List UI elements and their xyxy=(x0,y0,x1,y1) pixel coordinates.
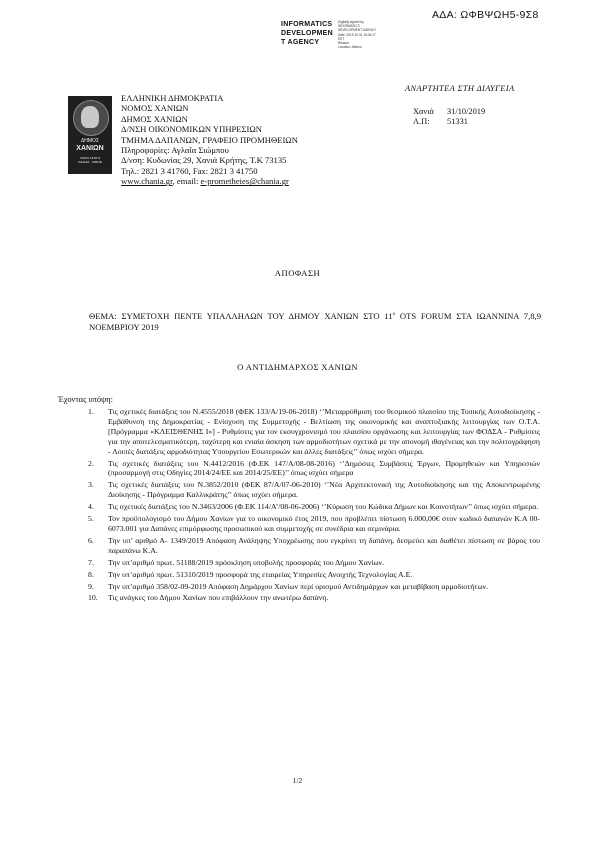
digital-signature-details xyxy=(338,20,376,49)
signature-detail-line: DEVELOPMENT AGENCY xyxy=(338,28,377,33)
subject-text-tail: OTS FORUM ΣΤΑ ΙΩΑΝΝΙΝΑ 7,8,9 ΝΟΕΜΒΡΙΟΥ 2019 xyxy=(89,310,541,332)
list-item-number: 9. xyxy=(88,581,94,591)
list-item xyxy=(88,407,540,457)
deputy-mayor-heading: Ο ΑΝΤΙΔΗΜΑΡΧΟΣ ΧΑΝΙΩΝ xyxy=(237,362,358,372)
issuer-line: ΝΟΜΟΣ ΧΑΝΙΩΝ xyxy=(121,103,189,114)
list-item-number: 7. xyxy=(88,557,94,567)
subject-line xyxy=(89,309,541,333)
having-regard-label: Έχοντας υπόψη: xyxy=(58,395,113,404)
page-number: 1/2 xyxy=(292,776,303,785)
seal-motto-line: ΧΑΝΙΑ ΚΡΗΤΗ xyxy=(80,156,100,160)
email-link[interactable]: e-prometheies@chania.gr xyxy=(200,176,289,187)
list-item-text: Την υπ’αριθμό πρωτ. 51188/2019 πρόσκληση υποβολής προσφοράς του Δήμου Χανίων. xyxy=(108,557,385,567)
document-refs xyxy=(413,107,485,128)
signature-detail-line: Location: Athens xyxy=(338,45,362,50)
issuer-line: ΕΛΛΗΝΙΚΗ ΔΗΜΟΚΡΑΤΙΑ xyxy=(121,93,224,103)
list-item xyxy=(88,459,540,479)
email-label: , email: xyxy=(172,176,201,187)
list-item xyxy=(88,558,540,568)
signature-detail-line: EET xyxy=(338,36,345,41)
list-item-text: Τις σχετικές διατάξεις του Ν.4412/2016 (Φ.ΕΚ 147/Α/08-08-2016) ‘’Δημόσιες Συμβάσεις Έργων, Προμηθειών και Υπηρεσιών (προσαρμογή στις Οδηγίες 2014/24/ΕΕ και 2014/25/ΕΕ)’’ όπως ισχύει σήμερα xyxy=(108,458,540,478)
list-item-number: 2. xyxy=(88,458,94,468)
seal-motto-line: CHANIA · CRETE xyxy=(77,160,102,164)
list-item-text: Τις σχετικές διατάξεις του Ν.3852/2010 (ΦΕΚ 87/Α/07-06-2010) ‘’Νέα Αρχιτεκτονική της Αυτοδιοίκησης και της Αποκεντρωμένης Διοίκησης - Πρόγραμμα Καλλικράτης’’ όπως ισχύει σήμερα. xyxy=(108,480,540,500)
signature-detail-line: Date: 2019.10.31 15:34:27 xyxy=(338,32,376,37)
issuer-block xyxy=(121,93,298,187)
list-item-text: Τις ανάγκες του Δήμου Χανίων που επιβάλλουν την ανωτέρω δαπάνη. xyxy=(108,593,329,603)
protocol-row xyxy=(413,117,485,127)
seal-motto xyxy=(68,156,112,164)
list-item-number: 8. xyxy=(88,569,94,579)
list-item xyxy=(88,582,540,592)
list-item xyxy=(88,570,540,580)
signature-detail-line: Reason: xyxy=(338,41,350,46)
issuer-contact-person: Πληροφορίες: Αγλαΐα Σιώμπου xyxy=(121,145,229,156)
list-item-number: 5. xyxy=(88,514,94,524)
list-item xyxy=(88,480,540,500)
issuer-address: Δ/νση: Κυδωνίας 29, Χανιά Κρήτης, Τ.Κ 73135 xyxy=(121,155,287,166)
ada-code: ΑΔΑ: ΩΦΒΨΩΗ5-9Σ8 xyxy=(432,9,539,21)
signature-detail-line: INFORMATICS xyxy=(338,24,360,29)
seal-figure-icon xyxy=(81,106,99,128)
date-value: 31/10/2019 xyxy=(447,107,486,116)
signature-detail-line: Digitally signed by xyxy=(338,20,364,24)
signature-agency-name xyxy=(281,20,333,47)
signature-agency-line: DEVELOPMEN xyxy=(281,30,334,37)
list-item xyxy=(88,514,540,534)
list-item xyxy=(88,593,540,603)
online-posting-label: ΑΝΑΡΤΗΤΕΑ ΣΤΗ ΔΙΑΥΓΕΙΑ xyxy=(405,84,515,93)
list-item xyxy=(88,536,540,556)
list-item-text: Τις σχετικές διατάξεις του Ν.4555/2018 (ΦΕΚ 133/Α/19-06-2018) ‘’Μεταρρύθμιση του θεσμικού πλαισίου της Τοπικής Αυτοδιοίκησης - Εμβάθυνση της Δημοκρατίας - Ενίσχυση της Συμμετοχής - Βελτίωση της οικονομικής και αναπτυξιακής λειτουργίας των Ο.Τ.Α. [Πρόγραμμα «ΚΛΕΙΣΘΕΝΗΣ Ι»] - Ρυθμίσεις για τον εκσυγχρονισμό του πλαισίου οργάνωσης και λειτουργίας των ΦΟΔΣΑ - Ρυθμίσεις για την αποτελεσματικότερη, ταχύτερη και ενιαία άσκηση των αρμοδιοτήτων σχετικά με την απονομή ιθαγένειας και την πολιτογράφηση - Λοιπές διατάξεις αρμοδιότητας Υπουργείου Εσωτερικών και άλλες διατάξεις’’ όπως ισχύει σήμερα. xyxy=(108,407,540,456)
subject-text: ΘΕΜΑ: ΣΥΜΕΤΟΧΗ ΠΕΝΤΕ ΥΠΑΛΛΗΛΩΝ ΤΟΥ ΔΗΜΟΥ ΧΑΝΙΩΝ ΣΤΟ 11 xyxy=(89,310,393,321)
date-row xyxy=(413,107,485,117)
municipality-seal-icon xyxy=(68,96,112,174)
website-link[interactable]: www.chania.gr xyxy=(121,176,173,187)
list-item-text: Την υπ’αριθμό πρωτ. 51310/2019 προσφορά της εταιρείας Υπηρεσίες Ανοιχτής Τεχνολογίας Α.Ε. xyxy=(108,569,413,579)
list-item-number: 3. xyxy=(88,480,94,490)
signature-agency-line: T AGENCY xyxy=(281,39,320,46)
subject-superscript: ο xyxy=(392,312,396,317)
considerations-list xyxy=(88,407,540,603)
signature-agency-line: INFORMATICS xyxy=(281,21,333,28)
list-item-text: Την υπ’αριθμό 358/02-09-2019 Απόφαση Δημάρχου Χανίων περί ορισμού Αντιδημάρχων και μεταβίβαση αρμοδιοτήτων. xyxy=(108,581,489,591)
list-item-text: Τις σχετικές διατάξεις του Ν.3463/2006 (Φ.ΕΚ 114/Α’/08-06-2006) ‘’Κύρωση του Κώδικα Δήμων και Κοινοτήτων’’ όπως ισχύει σήμερα. xyxy=(108,502,539,512)
date-label: Χανιά xyxy=(413,107,434,116)
issuer-phone: Τηλ.: 2821 3 41760, Fax: 2821 3 41750 xyxy=(121,165,258,176)
issuer-line: ΔΗΜΟΣ ΧΑΝΙΩΝ xyxy=(121,113,188,124)
list-item-number: 6. xyxy=(88,535,94,545)
protocol-value: 51331 xyxy=(447,117,468,127)
list-item-number: 10. xyxy=(88,593,98,603)
list-item xyxy=(88,502,540,512)
seal-top-text: ΔΗΜΟΣ xyxy=(80,138,100,144)
issuer-web-email xyxy=(121,176,298,186)
decision-title: ΑΠΟΦΑΣΗ xyxy=(274,268,321,278)
list-item-text: Την υπ’ αριθμό Α- 1349/2019 Απόφαση Ανάληψης Υποχρέωσης που εγκρίνει τη δαπάνη, δεσμεύει και διαθέτει πίστωση σε βάρος του παραπάνω Κ.Α. xyxy=(108,535,540,555)
protocol-label: Α.Π: xyxy=(413,117,430,127)
list-item-number: 4. xyxy=(88,502,94,512)
seal-name: ΧΑΝΙΩΝ xyxy=(76,145,104,152)
list-item-number: 1. xyxy=(88,407,94,416)
issuer-line: Δ/ΝΣΗ ΟΙΚΟΝΟΜΙΚΩΝ ΥΠΗΡΕΣΙΩΝ xyxy=(121,124,263,135)
issuer-line: ΤΜΗΜΑ ΔΑΠΑΝΩΝ, ΓΡΑΦΕΙΟ ΠΡΟΜΗΘΕΙΩΝ xyxy=(121,134,298,145)
list-item-text: Τον προϋπολογισμό του Δήμου Χανίων για το οικονομικό έτος 2019, που προβλέπει πίστωση 6.000,00€ στον κωδικό δαπανών Κ.Α 00-6073.001 για Δαπάνες επιμόρφωσης προσωπικού και συμμετοχής σε συνέδρια και σεμινάρια. xyxy=(108,514,540,533)
